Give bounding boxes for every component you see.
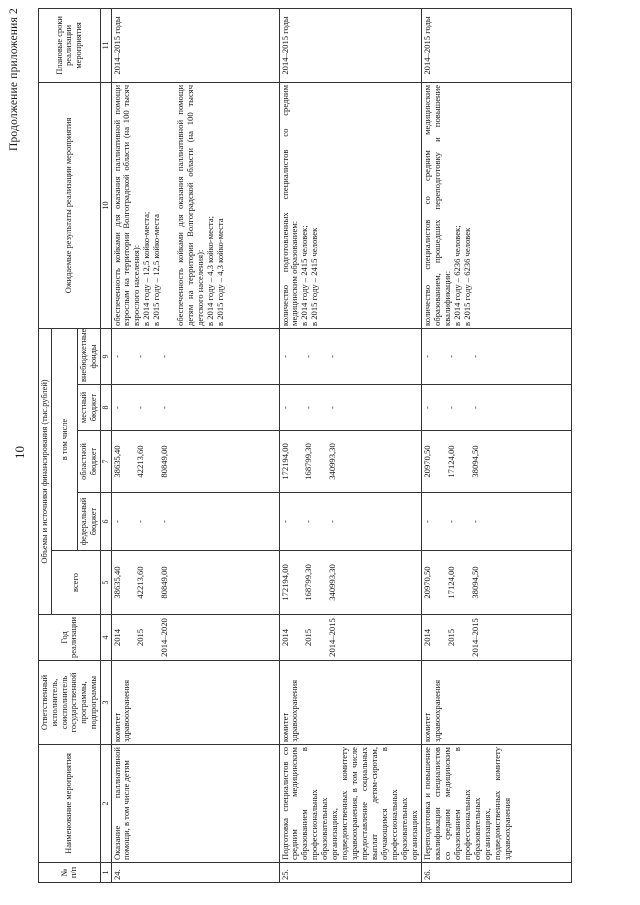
amount: 38635,40 bbox=[111, 566, 122, 599]
amount: - bbox=[422, 355, 433, 358]
expected-results bbox=[279, 82, 422, 328]
header-regional: областной бюджет bbox=[78, 431, 101, 493]
year-value: 2015 bbox=[135, 628, 146, 647]
amount: - bbox=[159, 406, 170, 409]
result-text: обеспеченность койками для оказания паллиативной помощи взрослым на территории Волгоградской области (на 100 тысяч взрослого населения): bbox=[111, 84, 142, 326]
expected-results bbox=[111, 82, 279, 328]
column-number: 5 bbox=[100, 551, 111, 615]
result-text: в 2014 году – 6236 человек; bbox=[451, 225, 462, 326]
amount: 340993,30 bbox=[327, 564, 338, 601]
amount: - bbox=[111, 520, 122, 523]
column-number: 2 bbox=[100, 745, 111, 863]
header-total: всего bbox=[51, 551, 100, 615]
row-num: 26. bbox=[422, 863, 572, 883]
regional-cell bbox=[111, 431, 279, 493]
header-local: местный бюджет bbox=[78, 385, 101, 431]
measure-name: Переподготовка и повышение квалификации специалистов со средним медицинским образованием в профессиональных образовательных организациях, подведомственных комитету здравоохранения bbox=[422, 745, 572, 863]
amount: - bbox=[111, 406, 122, 409]
amount: - bbox=[446, 355, 457, 358]
page-number: 10 bbox=[12, 446, 27, 459]
amount: - bbox=[470, 355, 480, 358]
amount: - bbox=[135, 520, 146, 523]
amount: 80849,00 bbox=[159, 445, 170, 478]
amount: 340993,30 bbox=[327, 443, 338, 480]
year-value: 2014 bbox=[279, 628, 290, 647]
amount: - bbox=[422, 520, 433, 523]
table-row bbox=[279, 8, 422, 882]
appendix-label: Продолжение приложения 2 bbox=[8, 8, 20, 152]
local-cell bbox=[422, 385, 572, 431]
header-executor: Ответственный исполнитель, соисполнитель государственной программы, подпрограммы bbox=[39, 661, 101, 745]
amount: - bbox=[135, 355, 146, 358]
amount: 20970,50 bbox=[422, 566, 433, 599]
table-row bbox=[422, 8, 572, 882]
amount: - bbox=[327, 406, 338, 409]
amount: 172194,00 bbox=[279, 443, 290, 480]
header-terms: Плановые сроки реализации мероприятия bbox=[39, 8, 101, 82]
amount: - bbox=[111, 355, 122, 358]
amount: 80849,00 bbox=[159, 566, 170, 599]
column-number: 1 bbox=[100, 863, 111, 883]
result-text: в 2015 году – 4,3 койко-места bbox=[215, 218, 226, 326]
header-federal: федеральный бюджет bbox=[78, 493, 101, 551]
amount: - bbox=[446, 406, 457, 409]
column-number: 9 bbox=[100, 328, 111, 384]
result-text: в 2015 году – 6236 человек bbox=[461, 227, 472, 326]
header-name: Наименование мероприятия bbox=[39, 745, 101, 863]
years-cell bbox=[279, 615, 422, 661]
year-value: 2014–2015 bbox=[327, 618, 338, 657]
column-number: 10 bbox=[100, 82, 111, 328]
measure-name: Подготовка специалистов со средним медицинским образованием в профессиональных образовательных организациях, подведомственных комитету здравоохранения, в том числе предоставление социальных выплат детям-сиротам, обучающимся в профессиональных образовательных организациях bbox=[279, 745, 422, 863]
amount: - bbox=[159, 520, 170, 523]
amount: - bbox=[159, 355, 170, 358]
amount: 38094,50 bbox=[470, 445, 480, 478]
federal-cell bbox=[111, 493, 279, 551]
amount: - bbox=[470, 520, 480, 523]
amount: - bbox=[446, 520, 457, 523]
planned-terms: 2014–2015 годы bbox=[279, 8, 422, 82]
federal-cell bbox=[422, 493, 572, 551]
result-text: обеспеченность койками для оказания паллиативной помощи детям на территории Волгоградской области (на 100 тысяч детского населения): bbox=[175, 84, 206, 326]
result-text: в 2014 году – 2415 человек; bbox=[299, 225, 310, 326]
federal-cell bbox=[279, 493, 422, 551]
total-cell bbox=[422, 551, 572, 615]
column-number: 8 bbox=[100, 385, 111, 431]
year-value: 2014–2020 bbox=[159, 618, 170, 657]
column-number: 4 bbox=[100, 615, 111, 661]
amount: - bbox=[303, 520, 314, 523]
extrabudget-cell bbox=[279, 328, 422, 384]
header-num: № п/п bbox=[39, 863, 101, 883]
amount: 17124,00 bbox=[446, 566, 457, 599]
amount: 168799,30 bbox=[303, 443, 314, 480]
amount: - bbox=[470, 406, 480, 409]
year-value: 2014 bbox=[111, 628, 122, 647]
amount: 17124,00 bbox=[446, 445, 457, 478]
column-number: 11 bbox=[100, 8, 111, 82]
year-value: 2014–2015 bbox=[470, 618, 480, 657]
header-extrabudget: внебюджетные фонды bbox=[78, 328, 101, 384]
amount: 168799,30 bbox=[303, 564, 314, 601]
executor: комитет здравоохранения bbox=[279, 661, 422, 745]
result-text: количество специалистов со средним медицинским образованием, прошедших переподготовку и повышение квалификации: bbox=[422, 84, 452, 326]
local-cell bbox=[279, 385, 422, 431]
column-number-row bbox=[100, 8, 111, 882]
local-cell bbox=[111, 385, 279, 431]
amount: 42213,60 bbox=[135, 566, 146, 599]
measure-name: Оказание паллиативной помощи, в том числе детям bbox=[111, 745, 279, 863]
year-value: 2015 bbox=[303, 628, 314, 647]
amount: - bbox=[279, 406, 290, 409]
header-year: Год реализации bbox=[39, 615, 101, 661]
amount: - bbox=[279, 355, 290, 358]
regional-cell bbox=[279, 431, 422, 493]
result-text: в 2014 году – 4,3 койко-места; bbox=[205, 216, 216, 326]
total-cell bbox=[279, 551, 422, 615]
result-text: количество подготовленных специалистов со средним медицинским образованием: bbox=[279, 84, 300, 326]
amount: - bbox=[327, 355, 338, 358]
expected-results bbox=[422, 82, 572, 328]
row-num: 25. bbox=[279, 863, 422, 883]
executor: комитет здравоохранения bbox=[422, 661, 572, 745]
result-text: в 2015 году – 12,5 койко-места bbox=[151, 214, 162, 326]
amount: 172194,00 bbox=[279, 564, 290, 601]
amount: - bbox=[422, 406, 433, 409]
years-cell bbox=[111, 615, 279, 661]
table-row bbox=[111, 8, 279, 882]
extrabudget-cell bbox=[111, 328, 279, 384]
planned-terms: 2014–2015 годы bbox=[111, 8, 279, 82]
header-row bbox=[39, 8, 52, 882]
year-value: 2015 bbox=[446, 628, 457, 647]
amount: - bbox=[327, 520, 338, 523]
result-text: в 2015 году – 2415 человек bbox=[309, 227, 320, 326]
row-num: 24. bbox=[111, 863, 279, 883]
result-text: в 2014 году – 12,5 койко-места; bbox=[141, 211, 152, 326]
amount: - bbox=[279, 520, 290, 523]
executor: комитет здравоохранения bbox=[111, 661, 279, 745]
years-cell bbox=[422, 615, 572, 661]
amount: 38094,50 bbox=[470, 566, 480, 599]
column-number: 7 bbox=[100, 431, 111, 493]
regional-cell bbox=[422, 431, 572, 493]
year-value: 2014 bbox=[422, 628, 433, 647]
amount: - bbox=[135, 406, 146, 409]
total-cell bbox=[111, 551, 279, 615]
header-funding: Объемы и источники финансирования (тыс.рублей) bbox=[39, 328, 52, 614]
header-including: в том числе bbox=[51, 328, 77, 550]
program-measures-table bbox=[38, 8, 572, 883]
extrabudget-cell bbox=[422, 328, 572, 384]
amount: 38635,40 bbox=[111, 445, 122, 478]
column-number: 3 bbox=[100, 661, 111, 745]
column-number: 6 bbox=[100, 493, 111, 551]
amount: 42213,60 bbox=[135, 445, 146, 478]
amount: - bbox=[303, 355, 314, 358]
amount: 20970,50 bbox=[422, 445, 433, 478]
planned-terms: 2014–2015 годы bbox=[422, 8, 572, 82]
header-results: Ожидаемые результаты реализации мероприятия bbox=[39, 82, 101, 328]
amount: - bbox=[303, 406, 314, 409]
